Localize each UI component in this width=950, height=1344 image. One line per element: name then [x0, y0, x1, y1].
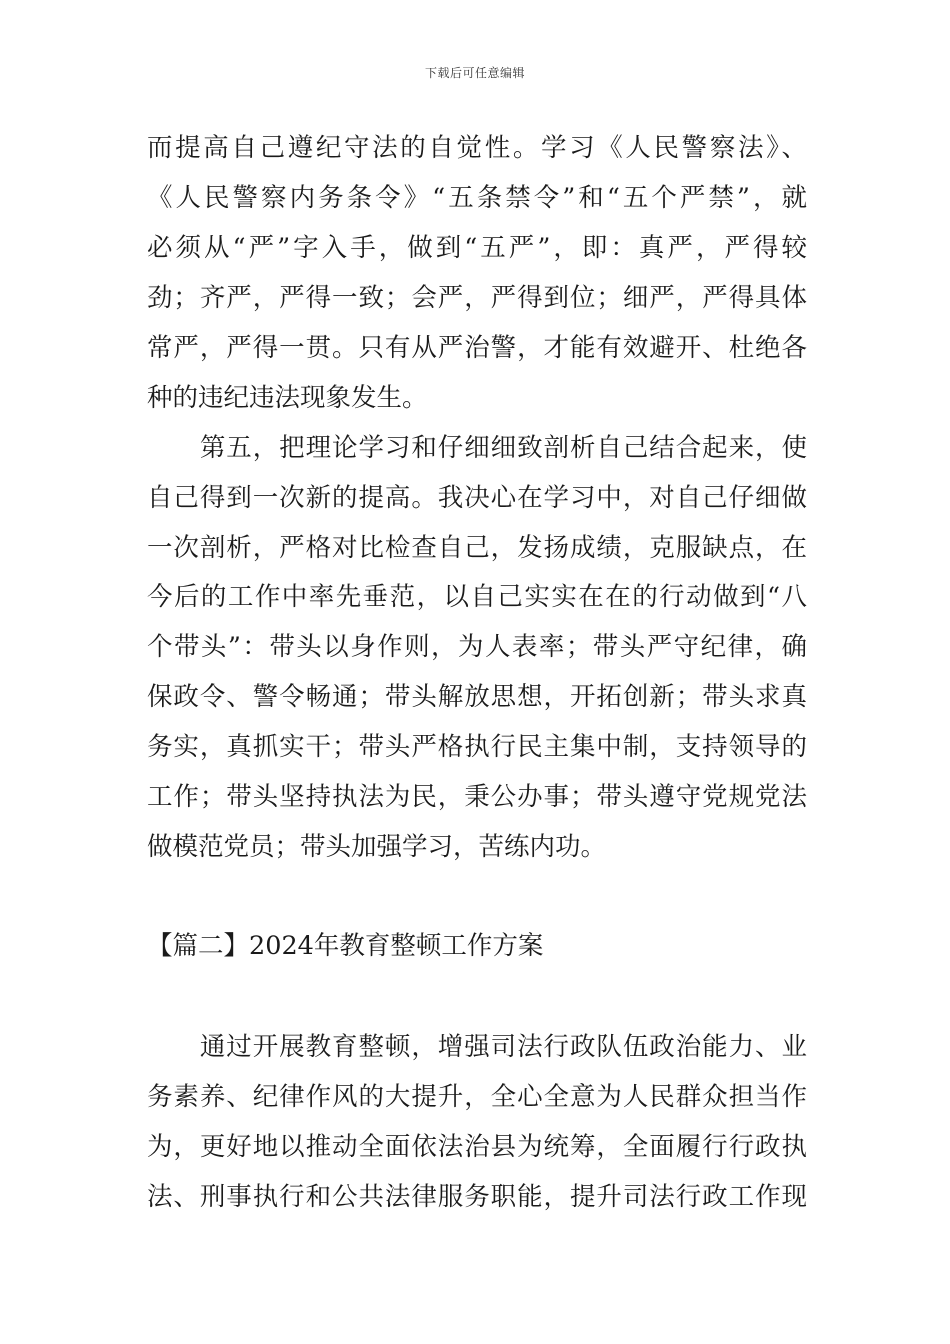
- paragraph-line: 工作；带头坚持执法为民，秉公办事；带头遵守党规党法: [147, 782, 807, 812]
- paragraph-line: 保政令、警令畅通；带头解放思想，开拓创新；带头求真: [147, 682, 807, 712]
- paragraph-line: 种的违纪违法现象发生。: [147, 383, 428, 413]
- page-header: 下载后可任意编辑: [424, 66, 525, 80]
- paragraph-line: 一次剖析，严格对比检查自己，发扬成绩，克服缺点，在: [147, 533, 807, 563]
- paragraph-line: 个带头”：带头以身作则，为人表率；带头严守纪律，确: [147, 632, 807, 662]
- paragraph-line: 务实，真抓实干；带头严格执行民主集中制，支持领导的: [147, 732, 807, 762]
- paragraph-line: 常严，严得一贯。只有从严治警，才能有效避开、杜绝各: [147, 333, 807, 363]
- paragraph-line: 做模范党员；带头加强学习，苦练内功。: [147, 832, 607, 862]
- paragraph-line: 务素养、纪律作风的大提升，全心全意为人民群众担当作: [147, 1082, 807, 1112]
- paragraph-line: 而提高自己遵纪守法的自觉性。学习《人民警察法》、: [147, 133, 807, 163]
- paragraph-line: 今后的工作中率先垂范，以自己实实在在的行动做到“八: [147, 582, 807, 612]
- paragraph-line: 《人民警察内务条令》“五条禁令”和“五个严禁”，就: [147, 183, 807, 213]
- section-heading: 【篇二】2024年教育整顿工作方案: [147, 931, 544, 961]
- paragraph-line: 第五，把理论学习和仔细细致剖析自己结合起来，使: [147, 433, 807, 463]
- paragraph-line: 劲；齐严，严得一致；会严，严得到位；细严，严得具体: [147, 283, 807, 313]
- paragraph-line: 自己得到一次新的提高。我决心在学习中，对自己仔细做: [147, 483, 807, 513]
- paragraph-line: 为，更好地以推动全面依法治县为统筹，全面履行行政执: [147, 1132, 807, 1162]
- paragraph-line: 通过开展教育整顿，增强司法行政队伍政治能力、业: [147, 1032, 807, 1062]
- paragraph-line: 必须从“严”字入手，做到“五严”，即：真严，严得较: [147, 233, 807, 263]
- paragraph-line: 法、刑事执行和公共法律服务职能，提升司法行政工作现: [147, 1182, 807, 1212]
